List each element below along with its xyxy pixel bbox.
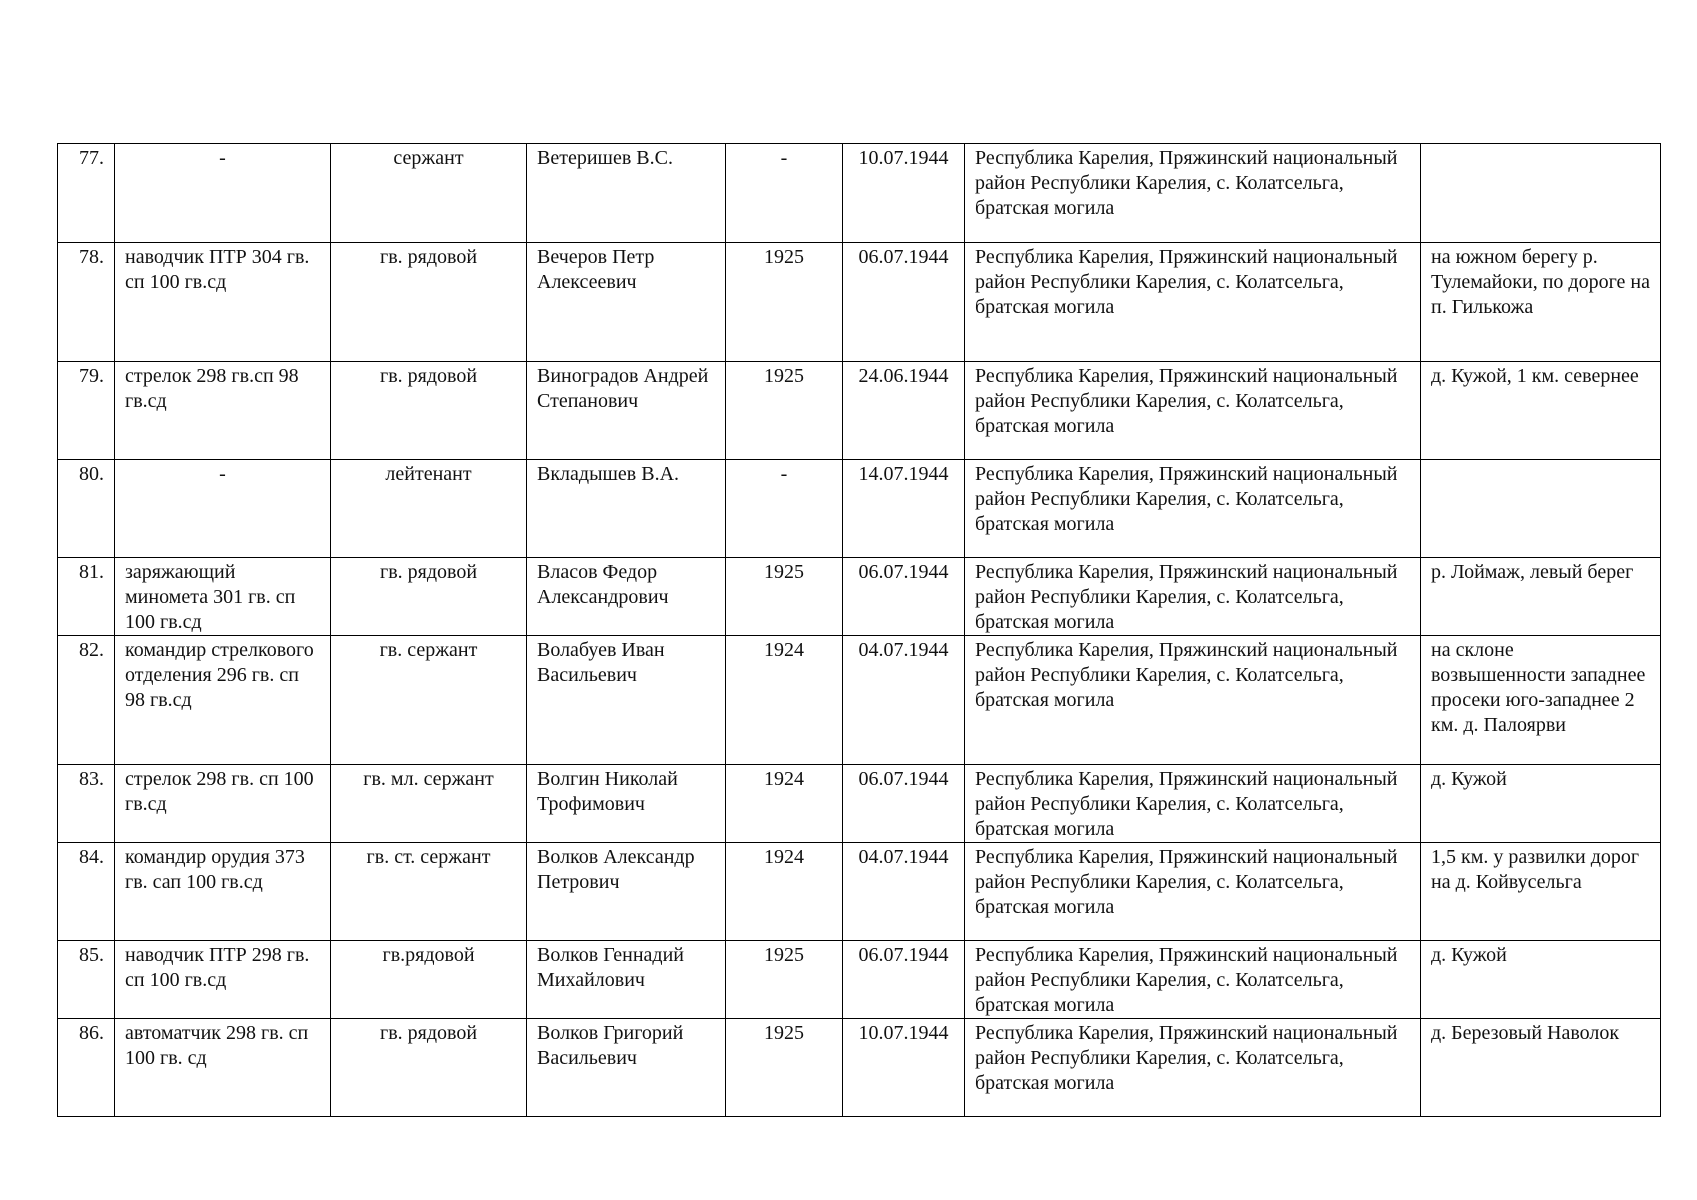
position-cell: автоматчик 298 гв. сп 100 гв. сд: [115, 1019, 331, 1117]
name-cell: Власов Федор Александрович: [527, 558, 726, 636]
birth-year-cell: 1925: [726, 243, 843, 362]
death-date-cell: 10.07.1944: [843, 144, 965, 243]
death-date-cell: 14.07.1944: [843, 460, 965, 558]
burial-place-cell: Республика Карелия, Пряжинский национальный район Республики Карелия, с. Колатсельга, братская могила: [965, 558, 1421, 636]
table-row: [58, 1019, 1661, 1117]
table-row: [58, 843, 1661, 941]
row-number: 84.: [58, 843, 115, 941]
birth-year-cell: 1924: [726, 765, 843, 843]
death-date-cell: 06.07.1944: [843, 765, 965, 843]
rank-cell: сержант: [331, 144, 527, 243]
position-cell: стрелок 298 гв. сп 100 гв.сд: [115, 765, 331, 843]
birth-year-cell: -: [726, 460, 843, 558]
burial-place-cell: Республика Карелия, Пряжинский национальный район Республики Карелия, с. Колатсельга, братская могила: [965, 362, 1421, 460]
name-cell: Волков Геннадий Михайлович: [527, 941, 726, 1019]
death-place-cell: р. Лоймаж, левый берег: [1421, 558, 1661, 636]
name-cell: Волгин Николай Трофимович: [527, 765, 726, 843]
burial-place-cell: Республика Карелия, Пряжинский национальный район Республики Карелия, с. Колатсельга, братская могила: [965, 1019, 1421, 1117]
rank-cell: гв. рядовой: [331, 362, 527, 460]
rank-cell: гв. мл. сержант: [331, 765, 527, 843]
name-cell: Волабуев Иван Васильевич: [527, 636, 726, 765]
death-place-cell: д. Кужой, 1 км. севернее: [1421, 362, 1661, 460]
birth-year-cell: 1924: [726, 843, 843, 941]
death-date-cell: 06.07.1944: [843, 558, 965, 636]
name-cell: Вкладышев В.А.: [527, 460, 726, 558]
death-date-cell: 04.07.1944: [843, 843, 965, 941]
position-cell: стрелок 298 гв.сп 98 гв.сд: [115, 362, 331, 460]
death-date-cell: 04.07.1944: [843, 636, 965, 765]
rank-cell: гв. сержант: [331, 636, 527, 765]
birth-year-cell: 1924: [726, 636, 843, 765]
table-row: [58, 362, 1661, 460]
burial-place-cell: Республика Карелия, Пряжинский национальный район Республики Карелия, с. Колатсельга, братская могила: [965, 243, 1421, 362]
death-place-cell: д. Березовый Наволок: [1421, 1019, 1661, 1117]
birth-year-cell: 1925: [726, 558, 843, 636]
rank-cell: лейтенант: [331, 460, 527, 558]
name-cell: Волков Александр Петрович: [527, 843, 726, 941]
rank-cell: гв. рядовой: [331, 243, 527, 362]
burial-place-cell: Республика Карелия, Пряжинский национальный район Республики Карелия, с. Колатсельга, братская могила: [965, 144, 1421, 243]
table-row: [58, 460, 1661, 558]
birth-year-cell: -: [726, 144, 843, 243]
death-date-cell: 06.07.1944: [843, 941, 965, 1019]
table-row: [58, 243, 1661, 362]
position-cell: командир орудия 373 гв. сап 100 гв.сд: [115, 843, 331, 941]
death-place-cell: д. Кужой: [1421, 941, 1661, 1019]
name-cell: Виноградов Андрей Степанович: [527, 362, 726, 460]
table-row: [58, 144, 1661, 243]
table-row: [58, 558, 1661, 636]
position-cell: наводчик ПТР 298 гв. сп 100 гв.сд: [115, 941, 331, 1019]
burial-place-cell: Республика Карелия, Пряжинский национальный район Республики Карелия, с. Колатсельга, братская могила: [965, 941, 1421, 1019]
death-date-cell: 10.07.1944: [843, 1019, 965, 1117]
row-number: 79.: [58, 362, 115, 460]
birth-year-cell: 1925: [726, 362, 843, 460]
position-cell: -: [115, 460, 331, 558]
death-place-cell: д. Кужой: [1421, 765, 1661, 843]
rank-cell: гв. ст. сержант: [331, 843, 527, 941]
death-date-cell: 06.07.1944: [843, 243, 965, 362]
death-place-cell: 1,5 км. у развилки дорог на д. Койвусельга: [1421, 843, 1661, 941]
row-number: 86.: [58, 1019, 115, 1117]
burial-place-cell: Республика Карелия, Пряжинский национальный район Республики Карелия, с. Колатсельга, братская могила: [965, 636, 1421, 765]
birth-year-cell: 1925: [726, 1019, 843, 1117]
birth-year-cell: 1925: [726, 941, 843, 1019]
burial-registry-table: [57, 143, 1661, 1117]
table-row: [58, 636, 1661, 765]
position-cell: -: [115, 144, 331, 243]
position-cell: наводчик ПТР 304 гв. сп 100 гв.сд: [115, 243, 331, 362]
rank-cell: гв. рядовой: [331, 558, 527, 636]
row-number: 82.: [58, 636, 115, 765]
rank-cell: гв. рядовой: [331, 1019, 527, 1117]
row-number: 78.: [58, 243, 115, 362]
burial-place-cell: Республика Карелия, Пряжинский национальный район Республики Карелия, с. Колатсельга, братская могила: [965, 843, 1421, 941]
table-row: [58, 765, 1661, 843]
death-place-cell: на склоне возвышенности западнее просеки юго-западнее 2 км. д. Палоярви: [1421, 636, 1661, 765]
name-cell: Волков Григорий Васильевич: [527, 1019, 726, 1117]
row-number: 83.: [58, 765, 115, 843]
row-number: 77.: [58, 144, 115, 243]
death-place-cell: [1421, 144, 1661, 243]
row-number: 85.: [58, 941, 115, 1019]
position-cell: командир стрелкового отделения 296 гв. сп 98 гв.сд: [115, 636, 331, 765]
position-cell: заряжающий миномета 301 гв. сп 100 гв.сд: [115, 558, 331, 636]
row-number: 81.: [58, 558, 115, 636]
burial-place-cell: Республика Карелия, Пряжинский национальный район Республики Карелия, с. Колатсельга, братская могила: [965, 460, 1421, 558]
death-place-cell: на южном берегу р. Тулемайоки, по дороге на п. Гилькожа: [1421, 243, 1661, 362]
name-cell: Ветеришев В.С.: [527, 144, 726, 243]
death-place-cell: [1421, 460, 1661, 558]
table-row: [58, 941, 1661, 1019]
name-cell: Вечеров Петр Алексеевич: [527, 243, 726, 362]
row-number: 80.: [58, 460, 115, 558]
burial-place-cell: Республика Карелия, Пряжинский национальный район Республики Карелия, с. Колатсельга, братская могила: [965, 765, 1421, 843]
rank-cell: гв.рядовой: [331, 941, 527, 1019]
death-date-cell: 24.06.1944: [843, 362, 965, 460]
